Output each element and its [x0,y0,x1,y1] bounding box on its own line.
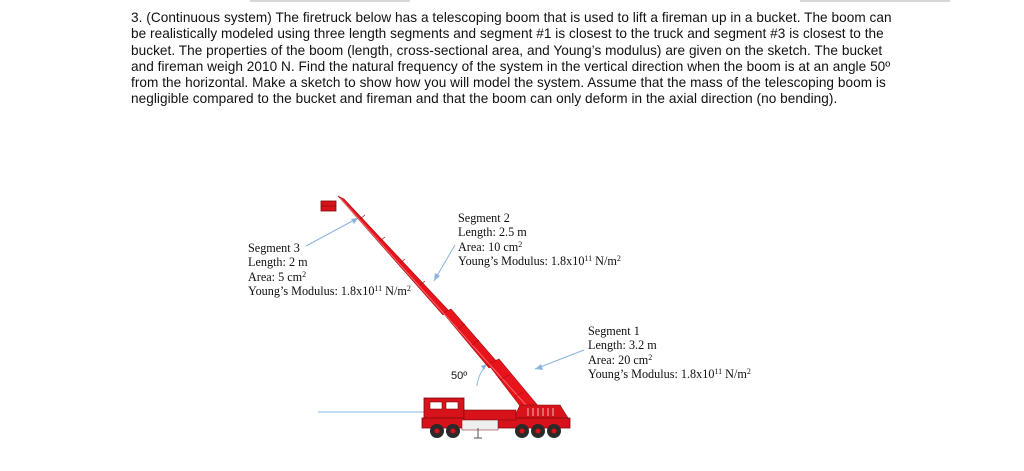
wheel-hub [520,429,525,434]
segment2-area: Area: 10 $cm^2$ [458,239,523,254]
segment2-title: Segment 2 [458,211,510,225]
segment1-area: Area: 20 $cm^2$ [588,352,653,367]
segment1-title: Segment 1 [588,324,640,338]
wheel-hub [552,429,557,434]
segment3-length: Length: 2 m [248,255,308,270]
segment2-modulus: Young’s Modulus: $1.8x10^{11}$ $N/m^2$ [458,254,621,269]
segment1-modulus: Young’s Modulus: $1.8x10^{11}$ $N/m^2$ [588,367,751,382]
cab-window [446,402,458,409]
segment2-leader-arrowhead [434,273,440,281]
wheel-hub [451,429,456,434]
segment3-label [248,241,411,299]
angle-arc [477,368,484,386]
segment3-modulus: Young’s Modulus: $1.8x10^{11}$ $N/m^2$ [248,284,411,299]
segment1-leader-arrowhead [535,364,543,370]
boom-turntable [514,405,568,418]
wheel-hub [536,429,541,434]
problem-statement: 3. (Continuous system) The firetruck below has a telescoping boom that is used to lift a fireman up in a bucket. The boom can be realistically modeled using three length segments and segment #1 is closest to the truck and segment #3 is closest to the bucket. The properties of the boom (length, cross-sectional area, and Young’s modulus) are given on the sketch. The bucket and fireman weigh 2010 N. Find the natural frequency of the system in the vertical direction when the boom is at an angle 50º from the horizontal. Make a sketch to show how you will model the system. Assume that the mass of the telescoping boom is negligible compared to the bucket and fireman and that the boom can only deform in the axial direction (no bending). [131,10,892,107]
segment1-length: Length: 3.2 m [588,338,657,353]
angle-label: 50º [451,370,468,382]
segment3-area: Area: 5 $cm^2$ [248,269,307,284]
segment2-length: Length: 2.5 m [458,225,527,240]
cab-window [430,402,442,409]
boom-segment-2 [443,309,498,368]
segment1-leader [535,350,584,369]
outrigger [462,420,498,430]
segment1-label [588,324,751,382]
segment2-label [458,211,621,269]
wheel-hub [435,429,440,434]
segment3-title: Segment 3 [248,241,300,255]
truck-deck [464,410,516,420]
